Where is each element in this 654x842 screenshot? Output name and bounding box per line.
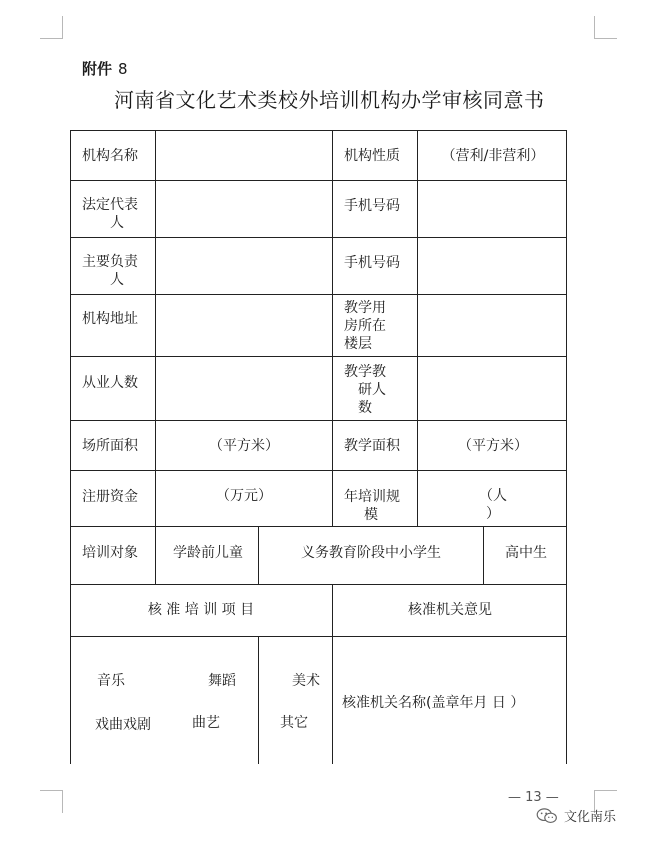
crop-mark-bottom-left — [40, 790, 63, 813]
item-quyi[interactable]: 曲艺 — [192, 715, 220, 731]
principal-phone-field[interactable] — [422, 242, 562, 290]
principal-field[interactable] — [160, 242, 328, 290]
teaching-floor-label: 教学用 房所在 楼层 — [344, 300, 386, 352]
principal-label: 主要负责 人 — [82, 254, 138, 288]
crop-mark-top-left — [40, 16, 63, 39]
research-staff-label: 教学教 研人 数 — [344, 364, 386, 416]
page-number: — 13 — — [508, 790, 559, 805]
training-target-label: 培训对象 — [82, 545, 138, 561]
address-label: 机构地址 — [82, 311, 138, 327]
authority-opinion-header: 核准机关意见 — [408, 602, 492, 618]
target-preschool[interactable]: 学龄前儿童 — [173, 545, 243, 561]
org-nature-label: 机构性质 — [344, 148, 400, 164]
legal-rep-field[interactable] — [160, 185, 328, 233]
target-high-school[interactable]: 高中生 — [505, 545, 547, 561]
approved-items-header: 核 准 培 训 项 目 — [147, 602, 255, 618]
attachment-label: 附件 8 — [82, 60, 128, 78]
org-nature-value[interactable]: （营利/非营利） — [441, 148, 545, 164]
authority-signature[interactable]: 核准机关名称(盖章年月 日 ） — [342, 695, 525, 711]
item-art[interactable]: 美术 — [292, 673, 320, 689]
item-dance[interactable]: 舞蹈 — [208, 673, 236, 689]
legal-rep-label: 法定代表 人 — [82, 197, 138, 231]
document-title: 河南省文化艺术类校外培训机构办学审核同意书 — [114, 88, 545, 112]
research-staff-field[interactable] — [422, 361, 562, 415]
site-area-field[interactable]: （平方米） — [209, 438, 279, 454]
teaching-floor-field[interactable] — [422, 299, 562, 351]
teaching-area-field[interactable]: （平方米） — [458, 438, 528, 454]
org-name-field[interactable] — [160, 135, 328, 177]
capital-label: 注册资金 — [82, 489, 138, 505]
teaching-area-label: 教学面积 — [344, 438, 400, 454]
staff-field[interactable] — [160, 361, 328, 415]
attachment-number: 8 — [118, 60, 128, 78]
training-scale-label: 年培训规 模 — [344, 489, 400, 523]
target-compulsory-education[interactable]: 义务教育阶段中小学生 — [301, 545, 441, 561]
brand-watermark — [536, 806, 616, 825]
legal-rep-phone-label: 手机号码 — [344, 198, 400, 214]
crop-mark-top-right — [594, 16, 617, 39]
item-opera[interactable]: 戏曲戏剧 — [95, 717, 151, 733]
legal-rep-phone-field[interactable] — [422, 185, 562, 233]
item-other[interactable]: 其它 — [280, 715, 308, 731]
staff-label: 从业人数 — [82, 375, 138, 391]
capital-field[interactable]: （万元） — [216, 488, 272, 504]
item-music[interactable]: 音乐 — [97, 673, 125, 689]
principal-phone-label: 手机号码 — [344, 255, 400, 271]
brand-name: 文化南乐 — [564, 810, 617, 825]
site-area-label: 场所面积 — [82, 438, 138, 454]
org-name-label: 机构名称 — [82, 148, 138, 164]
training-scale-field[interactable]: （人 ） — [479, 488, 507, 522]
address-field[interactable] — [160, 299, 328, 351]
wechat-icon — [536, 808, 558, 824]
